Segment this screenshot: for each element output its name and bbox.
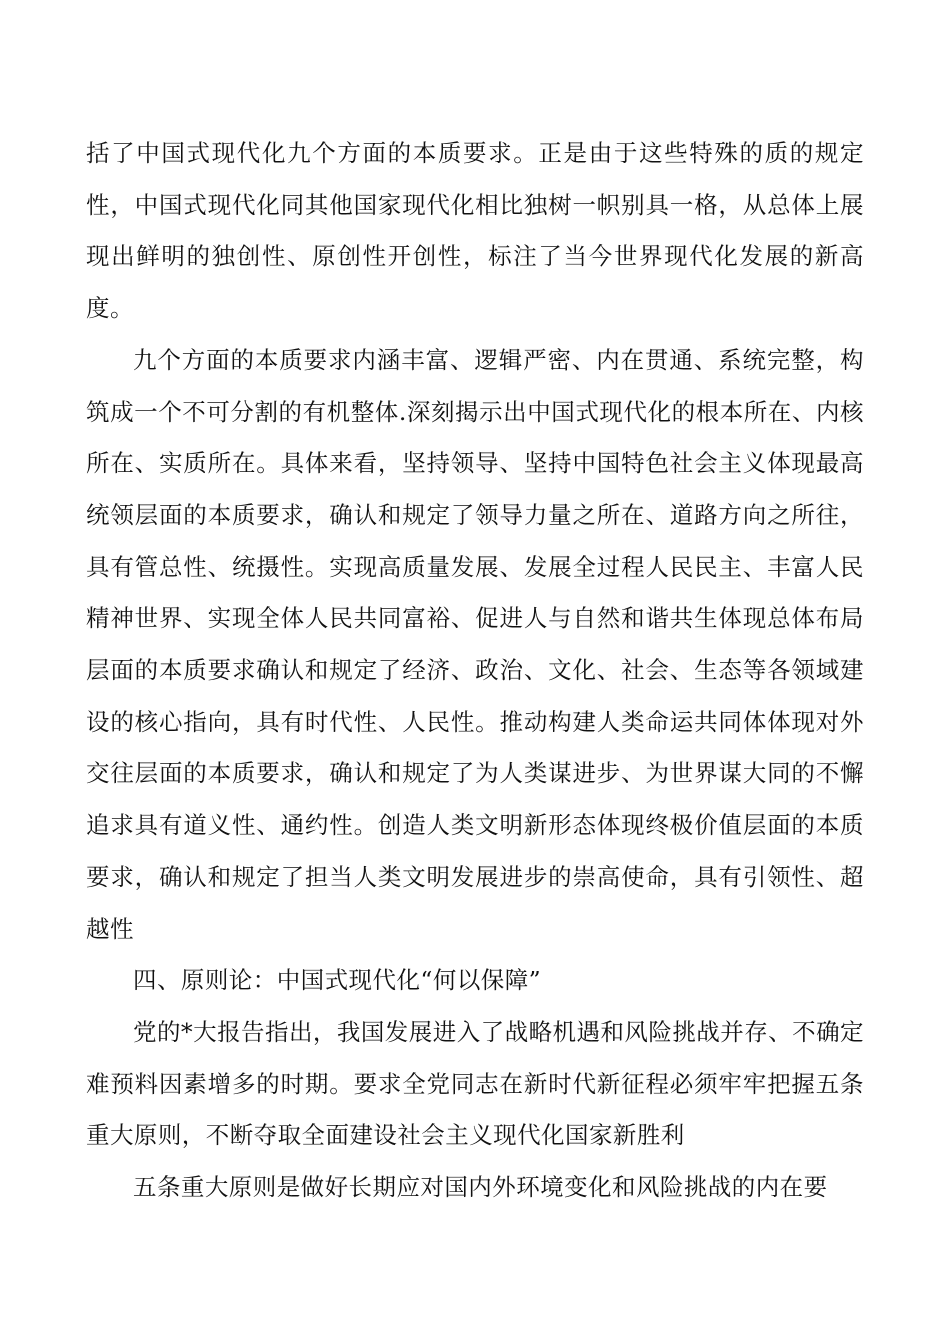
- paragraph-body-2: 九个方面的本质要求内涵丰富、逻辑严密、内在贯通、系统完整，构筑成一个不可分割的有机整体.深刻揭示出中国式现代化的根本所在、内核所在、实质所在。具体来看，坚持领导、坚持中国特色社会主义体现最高统领层面的本质要求，确认和规定了领导力量之所在、道路方向之所往，具有管总性、统摄性。实现高质量发展、发展全过程人民民主、丰富人民精神世界、实现全体人民共同富裕、促进人与自然和谐共生体现总体布局层面的本质要求确认和规定了经济、政治、文化、社会、生态等各领域建设的核心指向，具有时代性、人民性。推动构建人类命运共同体体现对外交往层面的本质要求，确认和规定了为人类谋进步、为世界谋大同的不懈追求具有道义性、通约性。创造人类文明新形态体现终极价值层面的本质要求，确认和规定了担当人类文明发展进步的崇高使命，具有引领性、超越性: [86, 345, 864, 943]
- section-heading-4: 四、原则论：中国式现代化“何以保障”: [133, 966, 542, 995]
- paragraph-body-4: 五条重大原则是做好长期应对国内外环境变化和风险挑战的内在要: [133, 1173, 828, 1202]
- paragraph-body-1: 括了中国式现代化九个方面的本质要求。正是由于这些特殊的质的规定性，中国式现代化同其他国家现代化相比独树一帜别具一格，从总体上展现出鲜明的独创性、原创性开创性，标注了当今世界现代化发展的新高度。: [86, 139, 864, 323]
- paragraph-body-3: 党的*大报告指出，我国发展进入了战略机遇和风险挑战并存、不确定难预料因素增多的时期。要求全党同志在新时代新征程必须牢牢把握五条重大原则，不断夺取全面建设社会主义现代化国家新胜利: [86, 1017, 864, 1150]
- document-page: [86, 128, 864, 1214]
